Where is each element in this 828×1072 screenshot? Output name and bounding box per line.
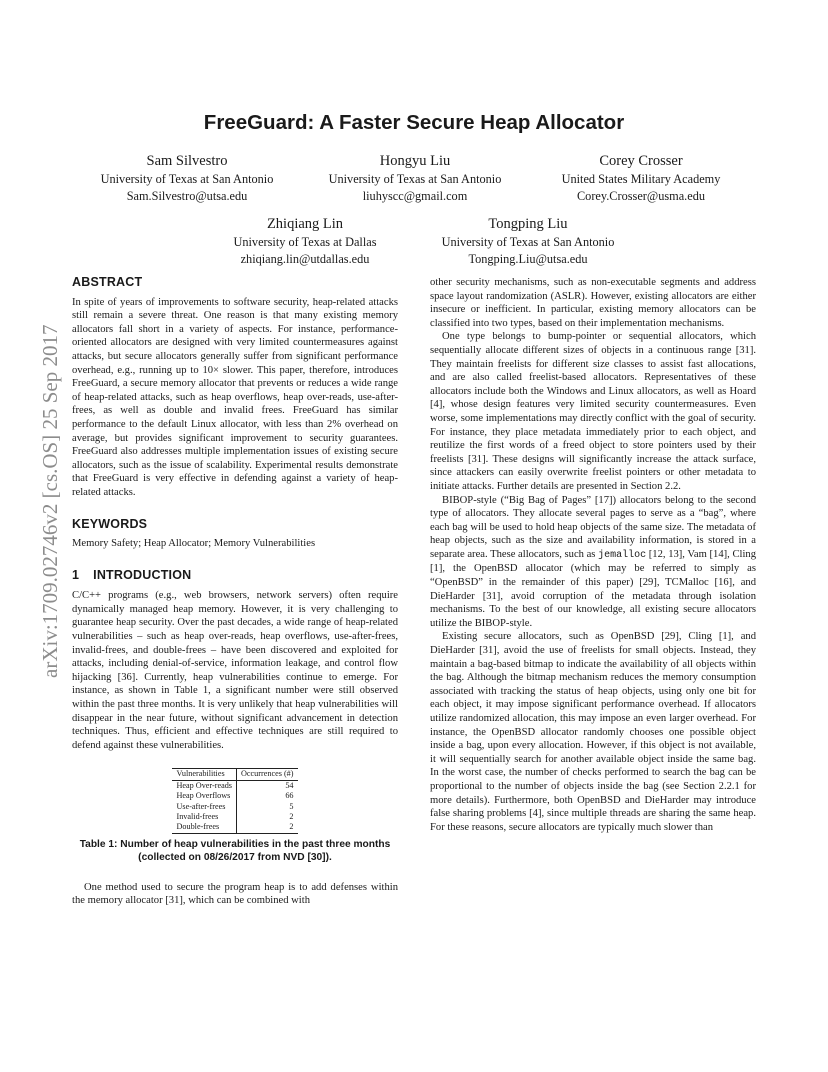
vulnerability-table — [172, 768, 297, 833]
intro-paragraph: C/C++ programs (e.g., web browsers, network servers) often require dynamically managed heap memory. However, it is very challenging to guarantee heap security. Over the past decades, a wide range of heap-related vulnerabilities – such as heap over-reads, heap overflows, use-after-frees, invalid-frees, and double-frees – have been discovered and exploited for attacks, including denial-of-service, information leakage, and control flow hijacking [36]. Currently, heap vulnerabilities continue to emerge. For instance, as shown in Table 1, a significant number were still observed within the past three months. It is very unlikely that heap vulnerabilities will disappear in the near future, without significant advancement in detection techniques. Thus, efficient and effective techniques are still required to defend against these vulnerabilities. — [72, 590, 398, 751]
keywords-text: Memory Safety; Heap Allocator; Memory Vulnerabilities — [72, 538, 316, 550]
paper-title: FreeGuard: A Faster Secure Heap Allocator — [203, 111, 625, 134]
table-cell-label: Invalid-frees — [176, 812, 219, 822]
section-heading — [72, 569, 398, 583]
arxiv-side-stamp: arXiv:1709.02746v2 [cs.OS] 25 Sep 2017 — [38, 324, 62, 678]
body-paragraph — [430, 494, 756, 631]
author-block — [526, 152, 756, 204]
table-cell-label: Heap Overflows — [176, 791, 231, 801]
table-row — [172, 822, 297, 833]
keywords-heading: KEYWORDS — [72, 516, 148, 531]
author-affiliation: University of Texas at San Antonio — [441, 235, 615, 249]
author-email: Tongping.Liu@utsa.edu — [468, 251, 588, 266]
author-name: Hongyu Liu — [379, 153, 451, 169]
author-block — [195, 215, 415, 267]
table-cell-value: 54 — [237, 780, 298, 791]
author-affiliation: United States Military Academy — [561, 172, 721, 186]
author-email: liuhyscc@gmail.com — [362, 188, 468, 203]
author-affiliation: University of Texas at San Antonio — [328, 172, 502, 186]
left-column — [72, 276, 398, 908]
table-cell-label: Double-frees — [172, 822, 236, 833]
text-span: BIBOP-style (“Big Bag of Pages” [17]) allocators belong to the second type of allocators. They allocate several pages to serve as a “bag”, where each bag will be used to hold heap objects of the same size. The metadata of heap objects, such as the size and availability information, is stored in a separate area. These allocators, such as — [430, 494, 756, 560]
table-cell-value: 66 — [237, 791, 298, 801]
table-cell-label: Heap Over-reads — [176, 780, 232, 790]
section-number: 1 — [72, 567, 80, 582]
author-name: Corey Crosser — [599, 153, 683, 169]
abstract-heading: ABSTRACT — [72, 275, 143, 289]
table-cell-value: 5 — [237, 802, 298, 812]
intro-paragraph: One method used to secure the program heap is to add defenses within the memory allocator [31], which can be combined with — [72, 881, 398, 907]
right-column — [430, 276, 756, 834]
table-cell-value: 2 — [237, 822, 298, 833]
code-span: jemalloc — [598, 549, 647, 561]
author-email: zhiqiang.lin@utdallas.edu — [240, 251, 370, 266]
abstract-text: In spite of years of improvements to software security, heap-related attacks still remain a severe threat. One reason is that many existing memory allocators fall short in a variety of aspects. For instance, performance-oriented allocators are designed with very limited countermeasures against attacks, but secure allocators generally suffer from significant performance overhead, e.g., running up to 10× slower. This paper, therefore, introduces FreeGuard, a secure memory allocator that prevents or reduces a wide range of heap-related attacks, such as heap overflows, heap over-reads, use-after-frees, as well as double and invalid frees. FreeGuard has similar performance to the default Linux allocator, with less than 2% overhead on average, but provides significant improvement to security guarantees. FreeGuard also addresses multiple implementation issues of existing secure allocators, such as the issue of scalability. Experimental results demonstrate that FreeGuard is very effective in defending against a variety of heap-related attacks. — [72, 296, 398, 498]
text-span: [12, 13], Vam [14], Cling [1], the OpenBSD allocator (which may be referred to simply as “OpenBSD” in the remainder of this paper) [29], TCMalloc [16], and DieHarder [31], avoid corruption of the metadata through isolation mechanisms. To the best of our knowledge, all existing secure allocators utilize the BIBOP-style. — [430, 548, 756, 629]
author-name: Zhiqiang Lin — [266, 216, 344, 232]
author-name: Tongping Liu — [488, 216, 568, 232]
section-title: INTRODUCTION — [93, 567, 192, 582]
table-header: Vulnerabilities — [172, 769, 236, 780]
author-name: Sam Silvestro — [146, 153, 228, 169]
author-email: Corey.Crosser@usma.edu — [576, 188, 705, 203]
author-block — [72, 152, 302, 204]
table-cell-value: 2 — [237, 812, 298, 822]
body-paragraph: Existing secure allocators, such as OpenBSD [29], Cling [1], and DieHarder [31], avoid the use of freelists for small objects. Instead, they maintain a bag-based bitmap to indicate the availability of all objects within the bag. Although the bitmap mechanism reduces the memory consumption associated with tracking the status of heap objects, using only one bit for each object, it may impose significant performance overhead. If allocators utilize randomized allocation, this may impose an even larger overhead. For instance, the OpenBSD allocator randomly chooses one possible object inside a bag, upon every allocation. However, if this object is not available, it will sequentially search for another available object inside the same bag. In the worst case, the number of checks performed to search the bag can be proportional to the number of objects inside the bag (see Section 2.2.1 for more details). Furthermore, both OpenBSD and DieHarder may introduce false sharing problems [4], since multiple threads are sharing the same heap. For these reasons, secure allocators are typically much slower than — [430, 631, 756, 833]
table-caption: Table 1: Number of heap vulnerabilities in the past three months (collected on 08/26/2017 from NVD [30]). — [79, 838, 391, 864]
table-header: Occurrences (#) — [237, 769, 298, 780]
table-cell-label: Use-after-frees — [176, 801, 226, 811]
body-paragraph: One type belongs to bump-pointer or sequential allocators, which sequentially allocate different sizes of objects in a continuous range [31]. They maintain freelists for different size classes to assist fast allocations, and are also called freelist-based allocators. Representatives of these allocators include both the Windows and Linux allocators, as well as Hoard [4], whose design features very limited security countermeasures. Even worse, some implementations may directly conflict with the goal of security. For instance, they place metadata immediately prior to each object, and reutilize the first words of a freed object to store pointers used by their freelists [31]. These designs will significantly increase the attack surface, since attackers can easily overwrite freelist pointers or other metadata to initiate attacks. Further details are presented in Section 2.2. — [430, 331, 756, 492]
table-row — [172, 812, 297, 822]
author-block — [300, 152, 530, 204]
author-affiliation: University of Texas at San Antonio — [100, 172, 274, 186]
table-row — [172, 780, 297, 791]
author-affiliation: University of Texas at Dallas — [233, 235, 377, 249]
body-paragraph: other security mechanisms, such as non-executable segments and address space layout randomization (ASLR). However, existing allocators are either insecure or inefficient. In particular, existing memory allocators can be classified into two types, based on their implementation mechanisms. — [430, 277, 756, 329]
author-email: Sam.Silvestro@utsa.edu — [126, 188, 248, 203]
table-row — [172, 791, 297, 801]
author-block — [413, 215, 643, 267]
table-row — [172, 802, 297, 812]
